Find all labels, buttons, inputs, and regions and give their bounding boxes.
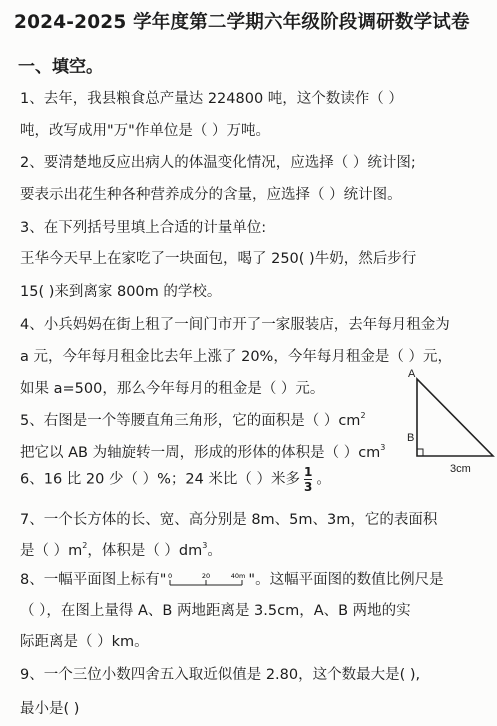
superscript-2: 2 [360, 411, 366, 420]
question-8-line-1 [20, 570, 444, 590]
question-5-line-2 [20, 443, 385, 463]
exam-title: 2024-2025 学年度第二学期六年级阶段调研数学试卷 [14, 12, 470, 33]
question-8-text-1: 8、一幅平面图上标有" [20, 572, 167, 588]
question-7-text-3: 。 [207, 543, 222, 559]
question-4-line-3: 如果 a=500，那么今年每月的租金是（ ）元。 [20, 381, 325, 397]
question-8-text-2: "。这幅平面图的数值比例尺是 [248, 572, 444, 588]
triangle-shape [417, 379, 493, 456]
question-7-text-1: 是（ ）m [20, 543, 83, 559]
question-1-line-1: 1、去年，我县粮食总产量达 224800 吨，这个数读作（ ） [20, 91, 403, 107]
question-7-line-1: 7、一个长方体的长、宽、高分别是 8m、5m、3m，它的表面积 [20, 512, 438, 528]
question-9-line-1: 9、一个三位小数四舍五入取近似值是 2.80，这个数最大是( ), [20, 667, 421, 683]
question-6-text: 6、16 比 20 少（ ）%；24 米比（ ）米多 [20, 471, 301, 488]
right-triangle-figure [400, 366, 497, 484]
point-b-label: B [407, 432, 415, 444]
question-5-text-2: 把它以 AB 为轴旋转一周，形成的形体的体积是（ ）cm [20, 445, 381, 461]
question-5-line-1 [20, 411, 366, 431]
question-4-line-2: a 元，今年每月租金比去年上涨了 20%，今年每月租金是（ ）元， [20, 349, 452, 365]
question-5-text-1: 5、右图是一个等腰直角三角形，它的面积是（ ）cm [20, 413, 361, 429]
question-2-line-1: 2、要清楚地反应出病人的体温变化情况，应选择（ ）统计图; [20, 155, 416, 171]
question-7-line-2 [20, 541, 222, 561]
superscript-3: 3 [380, 443, 386, 452]
question-8-line-3: 际距离是（ ）km。 [20, 634, 149, 650]
fraction-one-third [304, 466, 312, 493]
scale-tick-20: 20 [202, 572, 211, 580]
scale-bar-graphic [168, 571, 246, 589]
base-length-label: 3cm [450, 463, 471, 475]
right-angle-mark [417, 449, 423, 456]
question-7-text-2: ，体积是（ ）dm [87, 543, 203, 559]
question-6-line [20, 466, 331, 493]
superscript-3: 3 [202, 541, 208, 550]
question-2-line-2: 要表示出花生种各种营养成分的含量，应选择（ ）统计图。 [20, 187, 402, 203]
superscript-2: 2 [82, 541, 88, 550]
scale-bar [168, 571, 246, 589]
question-1-line-2: 吨，改写成用"万"作单位是（ ）万吨。 [20, 123, 270, 139]
question-3-line-2: 15( )来到离家 800m 的学校。 [20, 284, 222, 300]
question-4-line-1: 4、小兵妈妈在街上租了一间门市开了一家服装店，去年每月租金为 [20, 317, 450, 333]
scale-tick-0: 0 [168, 572, 173, 580]
fraction-denominator: 3 [304, 480, 313, 494]
point-a-label: A [408, 368, 416, 380]
question-3-line-1: 王华今天早上在家吃了一块面包，喝了 250( )牛奶，然后步行 [20, 251, 417, 267]
question-8-line-2: （ ），在图上量得 A、B 两地距离是 3.5cm，A、B 两地的实 [20, 603, 411, 619]
question-3-prompt: 3、在下列括号里填上合适的计量单位: [20, 220, 267, 236]
section-heading: 一、填空。 [18, 57, 103, 77]
scale-tick-40m: 40m [231, 572, 246, 580]
fraction-numerator: 1 [304, 465, 313, 479]
question-9-line-2: 最小是( ) [20, 701, 80, 717]
question-6-end: 。 [316, 471, 331, 488]
